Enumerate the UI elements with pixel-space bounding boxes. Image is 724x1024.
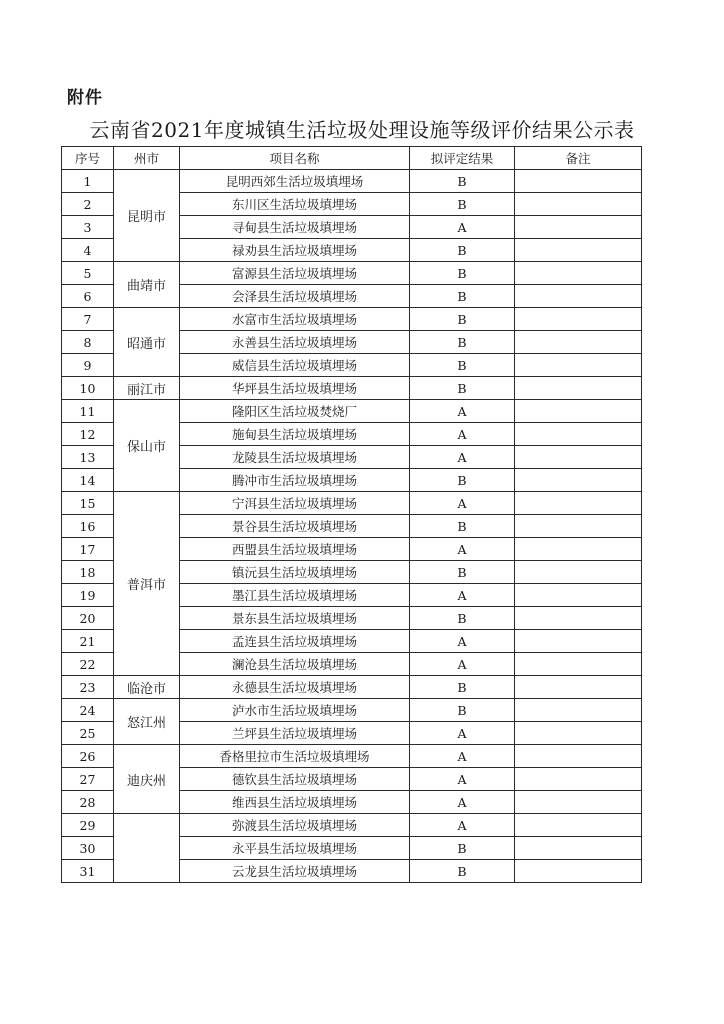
note-cell	[515, 423, 642, 446]
note-cell	[515, 860, 642, 883]
result-cell: B	[410, 285, 515, 308]
attachment-label: 附件	[67, 88, 103, 108]
note-cell	[515, 308, 642, 331]
row-number-cell: 17	[62, 538, 114, 561]
project-name-cell: 永平县生活垃圾填埋场	[180, 837, 410, 860]
result-cell: A	[410, 768, 515, 791]
result-cell: B	[410, 676, 515, 699]
note-cell	[515, 676, 642, 699]
table-row	[62, 400, 642, 423]
result-cell: B	[410, 262, 515, 285]
row-number-cell: 19	[62, 584, 114, 607]
table-header-row	[62, 147, 642, 170]
table-row	[62, 308, 642, 331]
project-name-cell: 会泽县生活垃圾填埋场	[180, 285, 410, 308]
row-number-cell: 10	[62, 377, 114, 400]
result-cell: A	[410, 745, 515, 768]
row-number-cell: 1	[62, 170, 114, 193]
result-cell: A	[410, 423, 515, 446]
project-name-cell: 昆明西郊生活垃圾填埋场	[180, 170, 410, 193]
note-cell	[515, 354, 642, 377]
note-cell	[515, 492, 642, 515]
result-cell: B	[410, 837, 515, 860]
row-number-cell: 13	[62, 446, 114, 469]
result-cell: B	[410, 561, 515, 584]
note-cell	[515, 699, 642, 722]
result-cell: B	[410, 469, 515, 492]
city-cell: 迪庆州	[114, 745, 180, 814]
project-name-cell: 宁洱县生活垃圾填埋场	[180, 492, 410, 515]
result-cell: A	[410, 814, 515, 837]
project-name-cell: 水富市生活垃圾填埋场	[180, 308, 410, 331]
project-name-cell: 西盟县生活垃圾填埋场	[180, 538, 410, 561]
row-number-cell: 21	[62, 630, 114, 653]
row-number-cell: 16	[62, 515, 114, 538]
row-number-cell: 7	[62, 308, 114, 331]
project-name-cell: 香格里拉市生活垃圾填埋场	[180, 745, 410, 768]
note-cell	[515, 722, 642, 745]
row-number-cell: 18	[62, 561, 114, 584]
note-cell	[515, 262, 642, 285]
column-header-project: 项目名称	[180, 147, 410, 170]
row-number-cell: 29	[62, 814, 114, 837]
note-cell	[515, 814, 642, 837]
result-cell: A	[410, 400, 515, 423]
row-number-cell: 22	[62, 653, 114, 676]
note-cell	[515, 285, 642, 308]
note-cell	[515, 768, 642, 791]
note-cell	[515, 400, 642, 423]
result-cell: B	[410, 331, 515, 354]
column-header-number: 序号	[62, 147, 114, 170]
column-header-city: 州市	[114, 147, 180, 170]
row-number-cell: 15	[62, 492, 114, 515]
note-cell	[515, 561, 642, 584]
row-number-cell: 3	[62, 216, 114, 239]
table-row	[62, 377, 642, 400]
project-name-cell: 永德县生活垃圾填埋场	[180, 676, 410, 699]
column-header-result: 拟评定结果	[410, 147, 515, 170]
project-name-cell: 镇沅县生活垃圾填埋场	[180, 561, 410, 584]
note-cell	[515, 193, 642, 216]
project-name-cell: 威信县生活垃圾填埋场	[180, 354, 410, 377]
row-number-cell: 31	[62, 860, 114, 883]
row-number-cell: 9	[62, 354, 114, 377]
result-cell: A	[410, 216, 515, 239]
row-number-cell: 26	[62, 745, 114, 768]
project-name-cell: 泸水市生活垃圾填埋场	[180, 699, 410, 722]
project-name-cell: 德钦县生活垃圾填埋场	[180, 768, 410, 791]
row-number-cell: 5	[62, 262, 114, 285]
note-cell	[515, 446, 642, 469]
note-cell	[515, 791, 642, 814]
city-cell: 昆明市	[114, 170, 180, 262]
note-cell	[515, 837, 642, 860]
table-row	[62, 676, 642, 699]
result-cell: A	[410, 791, 515, 814]
result-cell: B	[410, 354, 515, 377]
row-number-cell: 11	[62, 400, 114, 423]
note-cell	[515, 653, 642, 676]
note-cell	[515, 216, 642, 239]
project-name-cell: 隆阳区生活垃圾焚烧厂	[180, 400, 410, 423]
row-number-cell: 27	[62, 768, 114, 791]
city-cell: 保山市	[114, 400, 180, 492]
city-cell: 丽江市	[114, 377, 180, 400]
city-cell: 临沧市	[114, 676, 180, 699]
project-name-cell: 兰坪县生活垃圾填埋场	[180, 722, 410, 745]
result-cell: A	[410, 630, 515, 653]
note-cell	[515, 239, 642, 262]
result-cell: A	[410, 538, 515, 561]
table-row	[62, 745, 642, 768]
row-number-cell: 4	[62, 239, 114, 262]
note-cell	[515, 607, 642, 630]
row-number-cell: 8	[62, 331, 114, 354]
table-row	[62, 699, 642, 722]
result-cell: A	[410, 584, 515, 607]
note-cell	[515, 538, 642, 561]
project-name-cell: 寻甸县生活垃圾填埋场	[180, 216, 410, 239]
project-name-cell: 孟连县生活垃圾填埋场	[180, 630, 410, 653]
result-cell: B	[410, 607, 515, 630]
column-header-note: 备注	[515, 147, 642, 170]
result-cell: B	[410, 308, 515, 331]
project-name-cell: 龙陵县生活垃圾填埋场	[180, 446, 410, 469]
result-cell: B	[410, 699, 515, 722]
result-cell: A	[410, 492, 515, 515]
project-name-cell: 永善县生活垃圾填埋场	[180, 331, 410, 354]
city-cell: 普洱市	[114, 492, 180, 676]
project-name-cell: 富源县生活垃圾填埋场	[180, 262, 410, 285]
city-cell	[114, 814, 180, 883]
note-cell	[515, 170, 642, 193]
result-cell: B	[410, 239, 515, 262]
row-number-cell: 30	[62, 837, 114, 860]
document-title: 云南省2021年度城镇生活垃圾处理设施等级评价结果公示表	[89, 118, 635, 142]
evaluation-table	[61, 146, 642, 883]
note-cell	[515, 745, 642, 768]
note-cell	[515, 469, 642, 492]
table-body	[62, 170, 642, 883]
city-cell: 怒江州	[114, 699, 180, 745]
project-name-cell: 华坪县生活垃圾填埋场	[180, 377, 410, 400]
result-cell: A	[410, 446, 515, 469]
row-number-cell: 28	[62, 791, 114, 814]
row-number-cell: 25	[62, 722, 114, 745]
note-cell	[515, 377, 642, 400]
note-cell	[515, 630, 642, 653]
table-row	[62, 814, 642, 837]
result-cell: A	[410, 722, 515, 745]
city-cell: 曲靖市	[114, 262, 180, 308]
note-cell	[515, 515, 642, 538]
row-number-cell: 24	[62, 699, 114, 722]
row-number-cell: 20	[62, 607, 114, 630]
result-cell: B	[410, 515, 515, 538]
table-row	[62, 170, 642, 193]
result-cell: A	[410, 653, 515, 676]
result-cell: B	[410, 193, 515, 216]
project-name-cell: 弥渡县生活垃圾填埋场	[180, 814, 410, 837]
project-name-cell: 禄劝县生活垃圾填埋场	[180, 239, 410, 262]
table-row	[62, 492, 642, 515]
result-cell: B	[410, 170, 515, 193]
result-cell: B	[410, 377, 515, 400]
result-cell: B	[410, 860, 515, 883]
project-name-cell: 云龙县生活垃圾填埋场	[180, 860, 410, 883]
note-cell	[515, 584, 642, 607]
project-name-cell: 施甸县生活垃圾填埋场	[180, 423, 410, 446]
project-name-cell: 墨江县生活垃圾填埋场	[180, 584, 410, 607]
project-name-cell: 景谷县生活垃圾填埋场	[180, 515, 410, 538]
project-name-cell: 澜沧县生活垃圾填埋场	[180, 653, 410, 676]
row-number-cell: 12	[62, 423, 114, 446]
project-name-cell: 东川区生活垃圾填埋场	[180, 193, 410, 216]
table-row	[62, 262, 642, 285]
row-number-cell: 6	[62, 285, 114, 308]
row-number-cell: 14	[62, 469, 114, 492]
row-number-cell: 2	[62, 193, 114, 216]
project-name-cell: 维西县生活垃圾填埋场	[180, 791, 410, 814]
project-name-cell: 景东县生活垃圾填埋场	[180, 607, 410, 630]
project-name-cell: 腾冲市生活垃圾填埋场	[180, 469, 410, 492]
city-cell: 昭通市	[114, 308, 180, 377]
row-number-cell: 23	[62, 676, 114, 699]
note-cell	[515, 331, 642, 354]
